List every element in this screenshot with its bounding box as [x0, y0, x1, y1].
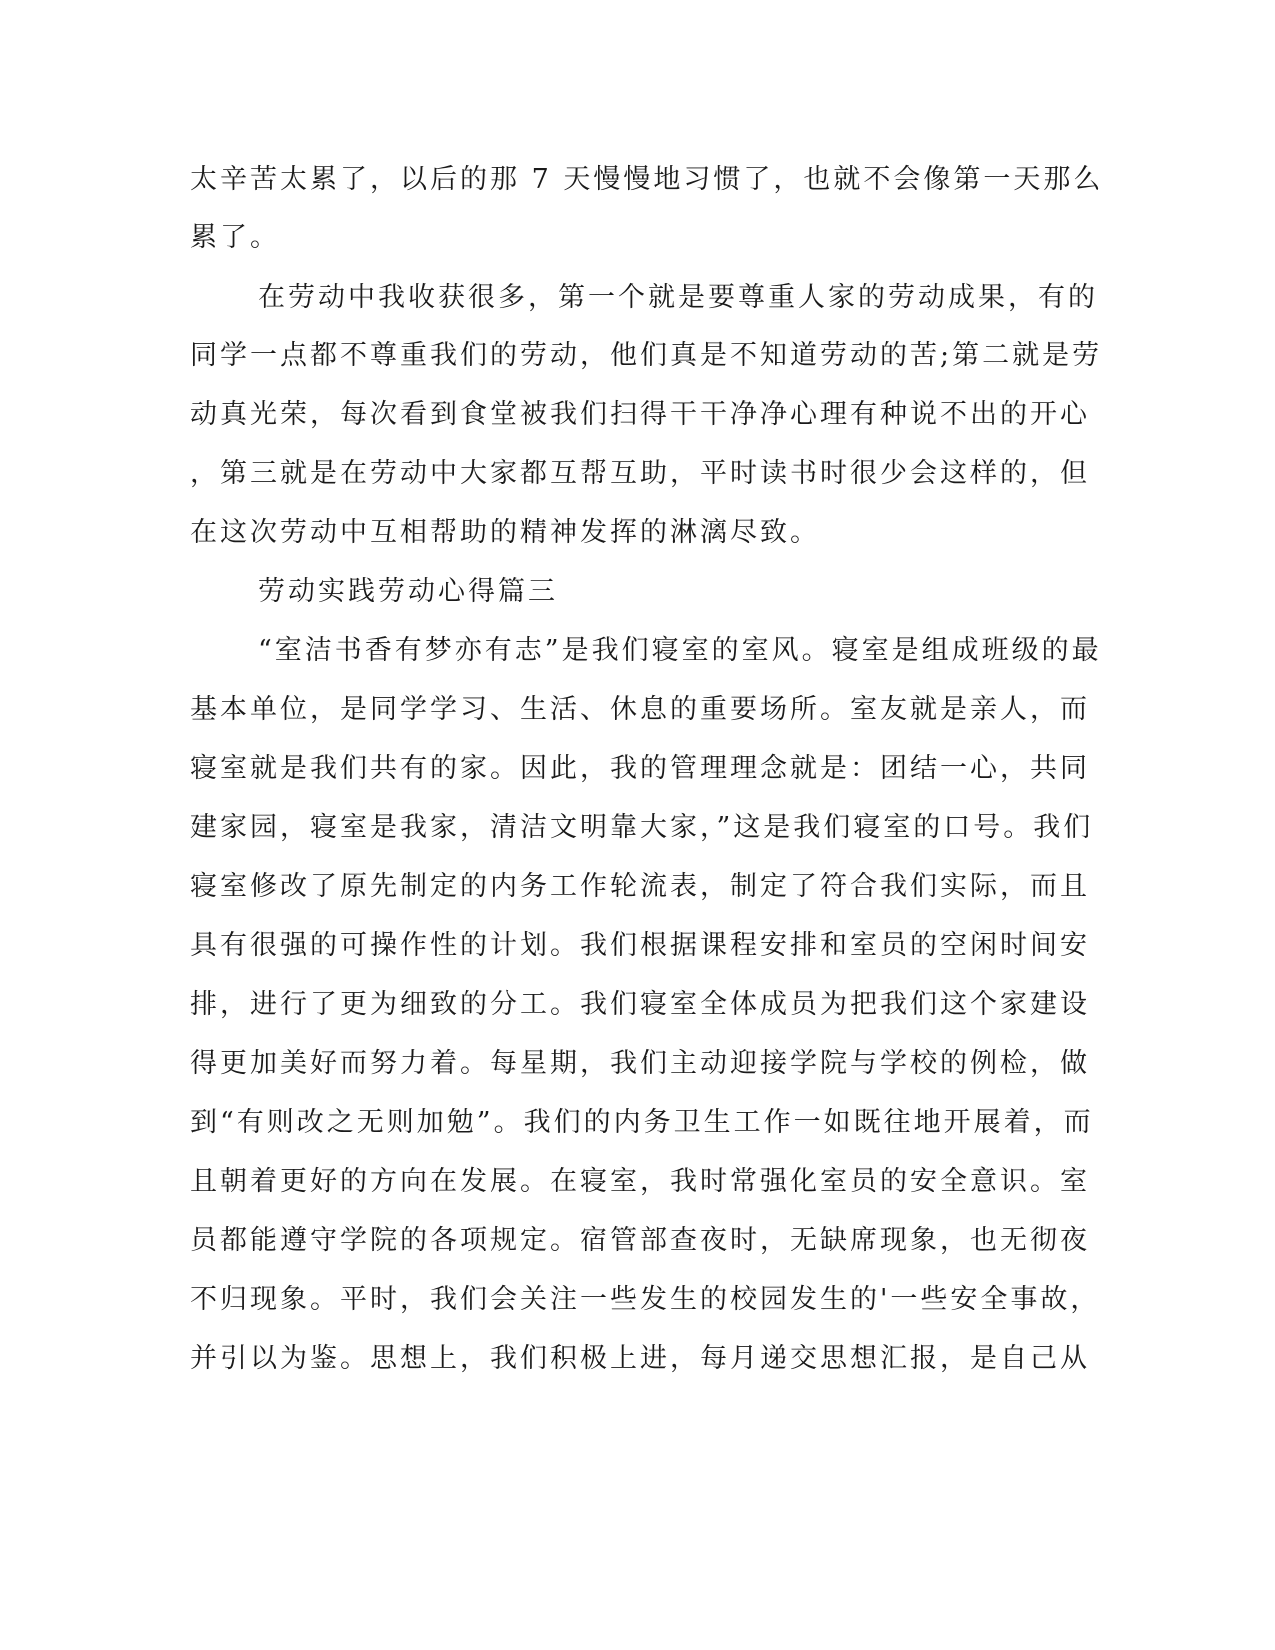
- paragraph-2-line-5: 在这次劳动中互相帮助的精神发挥的淋漓尽致。: [190, 517, 820, 548]
- paragraph-3-line-6: 具有很强的可操作性的计划。我们根据课程安排和室员的空闲时间安: [190, 930, 1090, 961]
- paragraph-3-line-10: 且朝着更好的方向在发展。在寝室，我时常强化室员的安全意识。室: [190, 1166, 1090, 1197]
- paragraph-3-line-2: 基本单位，是同学学习、生活、休息的重要场所。室友就是亲人，而: [190, 694, 1090, 725]
- text-line-1: 太辛苦太累了，以后的那 7 天慢慢地习惯了，也就不会像第一天那么: [190, 164, 1104, 195]
- paragraph-3-line-5: 寝室修改了原先制定的内务工作轮流表，制定了符合我们实际，而且: [190, 871, 1090, 902]
- paragraph-3-line-7: 排，进行了更为细致的分工。我们寝室全体成员为把我们这个家建设: [190, 989, 1090, 1020]
- paragraph-2-line-1: 在劳动中我收获很多，第一个就是要尊重人家的劳动成果，有的: [258, 282, 1098, 313]
- paragraph-3-line-4: 建家园，寝室是我家，清洁文明靠大家，”这是我们寝室的口号。我们: [190, 812, 1094, 843]
- paragraph-3-line-13: 并引以为鉴。思想上，我们积极上进，每月递交思想汇报，是自己从: [190, 1343, 1090, 1374]
- paragraph-3-line-12: 不归现象。平时，我们会关注一些发生的校园发生的'一些安全事故，: [190, 1284, 1101, 1315]
- paragraph-2-line-2: 同学一点都不尊重我们的劳动，他们真是不知道劳动的苦;第二就是劳: [190, 340, 1103, 371]
- paragraph-2-line-3: 动真光荣，每次看到食堂被我们扫得干干净净心理有种说不出的开心: [190, 399, 1090, 430]
- paragraph-3-line-9: 到“有则改之无则加勉”。我们的内务卫生工作一如既往地开展着，而: [190, 1107, 1094, 1138]
- paragraph-2-line-4: ，第三就是在劳动中大家都互帮互助，平时读书时很少会这样的，但: [190, 458, 1090, 489]
- text-line-2: 累了。: [190, 222, 280, 253]
- section-heading: 劳动实践劳动心得篇三: [258, 576, 558, 607]
- paragraph-3-line-3: 寝室就是我们共有的家。因此，我的管理理念就是：团结一心，共同: [190, 753, 1090, 784]
- paragraph-3-line-11: 员都能遵守学院的各项规定。宿管部查夜时，无缺席现象，也无彻夜: [190, 1225, 1090, 1256]
- paragraph-3-line-1: “室洁书香有梦亦有志”是我们寝室的室风。寝室是组成班级的最: [258, 635, 1102, 666]
- paragraph-3-line-8: 得更加美好而努力着。每星期，我们主动迎接学院与学校的例检，做: [190, 1048, 1090, 1079]
